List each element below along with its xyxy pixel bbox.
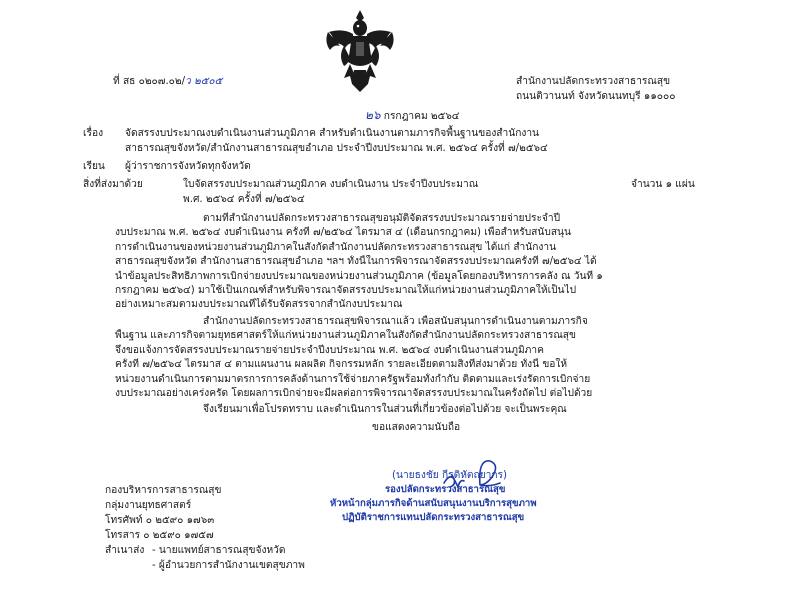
paragraph-line: สาธารณสุขจังหวัด สำนักงานสาธารณสุขอำเภอ ฯลฯ ทั้งนี้ในการพิจารณาจัดสรรงบประมาณครั้งที่ ๗/๒๕๖๔ ได้: [115, 256, 597, 268]
body-paragraph-1: [115, 212, 715, 313]
paragraph-line: การดำเนินงานของหน่วยงานส่วนภูมิภาคในสังกัดสำนักงานปลัดกระทรวงสาธารณสุข ได้แก่ สำนักงาน: [115, 241, 557, 253]
paragraph-line: สำนักงานปลัดกระทรวงสาธารณสุขพิจารณาแล้ว เพื่อสนับสนุนการดำเนินงานตามภารกิจ: [203, 316, 588, 327]
footer-copy-item: - ผู้อำนวยการสำนักงานเขตสุขภาพ: [152, 560, 305, 571]
body-paragraph-2: [115, 315, 715, 401]
signatory-name: (นายธงชัย กีรติหัตถยากร): [392, 470, 508, 481]
document-date: [365, 108, 460, 124]
signatory-title-2: หัวหน้ากลุ่มภารกิจด้านสนับสนุนงานบริการสุขภาพ: [330, 498, 537, 509]
enclosure-line-2: พ.ศ. ๒๕๖๔ ครั้งที่ ๗/๒๕๖๔: [183, 194, 305, 205]
paragraph-line: งบประมาณอย่างเคร่งครัด โดยผลการเบิกจ่ายจะมีผลต่อการพิจารณาจัดสรรงบประมาณในครั้งถัดไป ต่อไปด้วย: [115, 388, 593, 400]
paragraph-line: พื้นฐาน และภารกิจตามยุทธศาสตร์ให้แก่หน่วยงานส่วนภูมิภาคในสังกัดสำนักงานปลัดกระทรวงสาธารณสุข: [115, 330, 576, 342]
reference-handwritten: ว ๒๕๐๕: [185, 76, 223, 87]
closing-request: จึงเรียนมาเพื่อโปรดทราบ และดำเนินการในส่วนที่เกี่ยวข้องต่อไปด้วย จะเป็นพระคุณ: [203, 404, 567, 415]
organization-address: ถนนติวานนท์ จังหวัดนนทบุรี ๑๑๐๐๐: [516, 91, 676, 102]
recipient-value: ผู้ว่าราชการจังหวัดทุกจังหวัด: [125, 161, 251, 172]
signatory-title-1: รองปลัดกระทรวงสาธารณสุข: [385, 484, 506, 495]
paragraph-line: อย่างเหมาะสมตามงบประมาณที่ได้รับจัดสรรจากสำนักงบประมาณ: [115, 299, 403, 311]
date-month-year: กรกฎาคม ๒๕๖๔: [383, 111, 460, 122]
enclosure-label: สิ่งที่ส่งมาด้วย: [83, 179, 143, 190]
subject-line-2: สาธารณสุขจังหวัด/สำนักงานสาธารณสุขอำเภอ ประจำปีงบประมาณ พ.ศ. ๒๕๖๔ ครั้งที่ ๗/๒๕๖๔: [125, 143, 548, 154]
paragraph-line: จึงขอแจ้งการจัดสรรงบประมาณรายจ่ายประจำปีงบประมาณ พ.ศ. ๒๕๖๔ งบดำเนินงานส่วนภูมิภาค: [115, 344, 544, 356]
footer-copy-label: สำเนาส่ง: [105, 545, 145, 556]
paragraph-line: งบประมาณ พ.ศ. ๒๕๖๔ งบดำเนินงาน ครั้งที่ ๗/๒๕๖๔ ไตรมาส ๔ (เดือนกรกฎาคม) เพื่อสำหรับสนับสนุน: [115, 227, 571, 239]
paragraph-line: นำข้อมูลประสิทธิภาพการเบิกจ่ายงบประมาณของหน่วยงานส่วนภูมิภาค (ข้อมูลโดยกองบริหารการคลัง ณ วันที่ ๑: [115, 270, 603, 282]
reference-prefix: ที่ สธ ๐๒๐๗.๐๒/: [113, 76, 186, 87]
subject-line-1: จัดสรรงบประมาณงบดำเนินงานส่วนภูมิภาค สำหรับดำเนินงานตามภารกิจพื้นฐานของสำนักงาน: [125, 128, 540, 139]
footer-fax: โทรสาร ๐ ๒๕๙๐ ๑๗๕๗: [105, 530, 214, 541]
paragraph-line: หน่วยงานดำเนินการตามมาตรการการคลังด้านการใช้จ่ายภาครัฐพร้อมทั้งกำกับ ติดตามและเร่งรัดการเบิกจ่าย: [115, 373, 591, 385]
recipient-label: เรียน: [83, 161, 105, 172]
reference-number: [113, 75, 222, 89]
paragraph-line: ครั้งที่ ๗/๒๕๖๔ ไตรมาส ๔ ตามแผนงาน ผลผลิต กิจกรรมหลัก รายละเอียดตามสิ่งที่ส่งมาด้วย ทั้งนี้ ขอให้: [115, 359, 568, 371]
subject-label: เรื่อง: [83, 128, 104, 139]
garuda-emblem-icon: [322, 6, 398, 96]
organization-name: สำนักงานปลัดกระทรวงสาธารณสุข: [516, 76, 671, 87]
paragraph-line: ตามที่สำนักงานปลัดกระทรวงสาธารณสุขอนุมัติจัดสรรงบประมาณรายจ่ายประจำปี: [203, 213, 561, 224]
signatory-title-3: ปฏิบัติราชการแทนปลัดกระทรวงสาธารณสุข: [342, 512, 525, 523]
paragraph-line: กรกฎาคม ๒๕๖๔) มาใช้เป็นเกณฑ์สำหรับพิจารณาจัดสรรงบประมาณให้แก่หน่วยงานส่วนภูมิภาคให้เป็นไป: [115, 285, 577, 297]
closing-regards: ขอแสดงความนับถือ: [372, 422, 461, 433]
date-day-handwritten: ๒๖: [365, 108, 381, 122]
enclosure-count: จำนวน ๑ แผ่น: [631, 179, 695, 190]
footer-division: กองบริหารการสาธารณสุข: [105, 485, 222, 496]
enclosure-line-1: ใบจัดสรรงบประมาณส่วนภูมิภาค งบดำเนินงาน ประจำปีงบประมาณ: [183, 179, 479, 190]
footer-group: กลุ่มงานยุทธศาสตร์: [105, 500, 192, 511]
footer-phone: โทรศัพท์ ๐ ๒๕๙๐ ๑๗๖๓: [105, 515, 215, 526]
footer-copy-item: - นายแพทย์สาธารณสุขจังหวัด: [152, 545, 286, 556]
